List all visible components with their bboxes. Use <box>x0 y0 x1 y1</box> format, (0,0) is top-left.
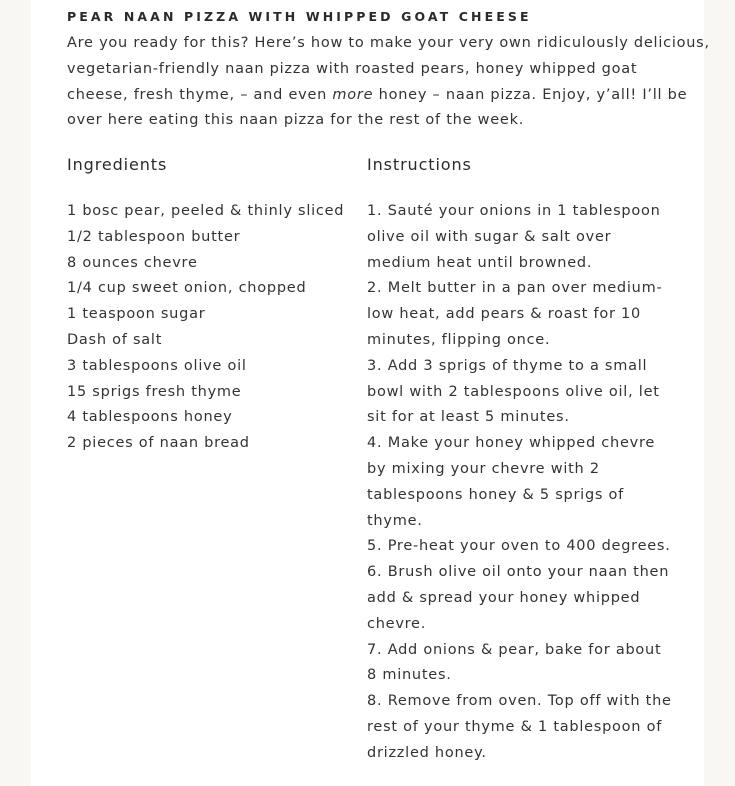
instruction-line: 3. Add 3 sprigs of thyme to a small <box>367 357 648 374</box>
ingredient-item: 1 bosc pear, peeled & thinly sliced <box>67 203 345 219</box>
instruction-line: chevre. <box>367 615 427 632</box>
intro-text: cheese, fresh thyme, – and even <box>67 86 333 103</box>
instruction-line: add & spread your honey whipped <box>367 589 641 606</box>
instruction-line: 7. Add onions & pear, bake for about <box>367 641 662 658</box>
instruction-line: medium heat until browned. <box>367 254 593 271</box>
ingredient-item: Dash of salt <box>67 331 163 348</box>
intro-line: Are you ready for this? Here’s how to make your very own ridiculously delicious, <box>67 35 710 51</box>
instructions-heading: Instructions <box>367 155 472 174</box>
instruction-line: olive oil with sugar & salt over <box>367 228 612 245</box>
instructions-list <box>367 199 672 767</box>
ingredients-list <box>67 199 344 457</box>
intro-line <box>67 83 688 109</box>
instruction-line: low heat, add pears & roast for 10 <box>367 306 641 323</box>
instruction-line: tablespoons honey & 5 sprigs of <box>367 486 625 503</box>
ingredient-item: 1/2 tablespoon butter <box>67 228 241 245</box>
recipe-title: PEAR NAAN PIZZA WITH WHIPPED GOAT CHEESE <box>67 9 532 24</box>
ingredient-item: 15 sprigs fresh thyme <box>67 383 242 400</box>
ingredients-heading: Ingredients <box>67 155 168 174</box>
intro-emphasis: more <box>332 86 374 103</box>
instruction-line: drizzled honey. <box>367 744 487 761</box>
instruction-line: 8. Remove from oven. Top off with the <box>367 693 672 710</box>
ingredient-item: 1/4 cup sweet onion, chopped <box>67 280 307 297</box>
instruction-line: 2. Melt butter in a pan over medium- <box>367 280 663 297</box>
instruction-line: bowl with 2 tablespoons olive oil, let <box>367 383 660 400</box>
instruction-line: thyme. <box>367 512 423 529</box>
intro-line: over here eating this naan pizza for the rest of the week. <box>67 112 525 129</box>
instruction-line: 4. Make your honey whipped chevre <box>367 435 656 452</box>
intro-line: vegetarian-friendly naan pizza with roasted pears, honey whipped goat <box>67 60 638 77</box>
recipe-intro <box>67 31 710 134</box>
instruction-line: by mixing your chevre with 2 <box>367 460 600 477</box>
instruction-line: 8 minutes. <box>367 667 452 684</box>
instruction-line: 6. Brush olive oil onto your naan then <box>367 564 670 581</box>
instruction-line: 1. Sauté your onions in 1 tablespoon <box>367 203 661 219</box>
instruction-line: 5. Pre-heat your oven to 400 degrees. <box>367 538 671 555</box>
ingredient-item: 3 tablespoons olive oil <box>67 357 247 374</box>
ingredient-item: 4 tablespoons honey <box>67 409 233 426</box>
instruction-line: sit for at least 5 minutes. <box>367 409 570 426</box>
ingredient-item: 1 teaspoon sugar <box>67 306 206 323</box>
intro-text: honey – naan pizza. Enjoy, y’all! I’ll be <box>373 86 688 103</box>
ingredient-item: 8 ounces chevre <box>67 254 198 271</box>
instruction-line: minutes, flipping once. <box>367 331 551 348</box>
ingredient-item: 2 pieces of naan bread <box>67 435 250 452</box>
instruction-line: rest of your thyme & 1 tablespoon of <box>367 718 663 735</box>
